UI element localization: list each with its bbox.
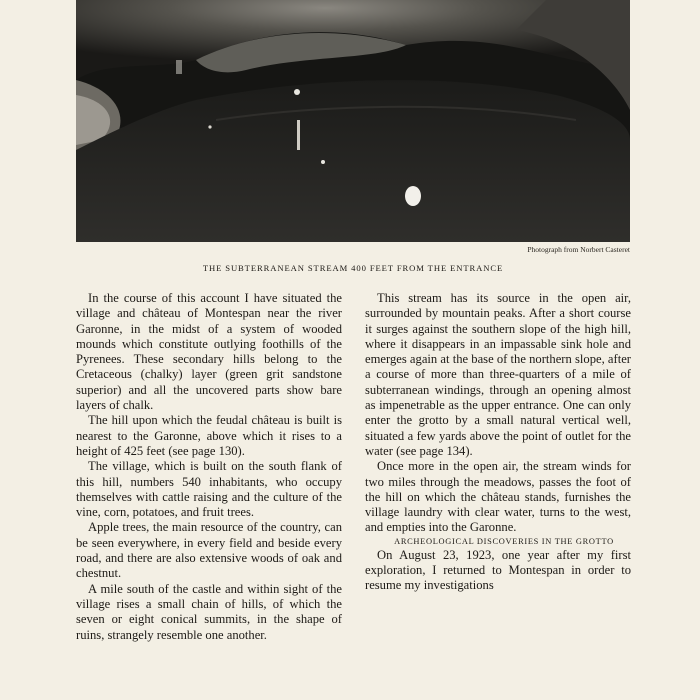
- left-paragraph-4: Apple trees, the main resource of the country, can be seen everywhere, in every field and beside every road, and there are also extensive woods of oak and chestnut.: [76, 520, 342, 581]
- cave-photograph: [76, 0, 630, 242]
- left-paragraph-5: A mile south of the castle and within sight of the village rises a small chain of hills, of which the seven or eight conical summits, in the shape of ruins, strangely resemble one another.: [76, 581, 342, 642]
- photo-credit: Photograph from Norbert Casteret: [527, 245, 630, 254]
- left-paragraph-1: In the course of this account I have situated the village and château of Montespan near the river Garonne, in the midst of a system of wooded mounds which constitute outlying foothills of the Pyrenees. These secondary hills belong to the Cretaceous (chalky) layer (green grit sandstone superior) and all the uncovered parts show bare layers of chalk.: [76, 291, 342, 413]
- left-column: [76, 291, 342, 643]
- photo-caption: THE SUBTERRANEAN STREAM 400 FEET FROM THE ENTRANCE: [202, 263, 504, 273]
- right-paragraph-3: On August 23, 1923, one year after my first exploration, I returned to Montespan in order to resume my investigations: [365, 547, 631, 593]
- cave-photo-illustration: [76, 0, 630, 242]
- right-paragraph-2: Once more in the open air, the stream winds for two miles through the meadows, passes the foot of the hill on which the château stands, furnishes the village laundry with clear water, turns to the west, and empties into the Garonne.: [365, 459, 631, 535]
- right-column: [365, 291, 631, 594]
- left-paragraph-3: The village, which is built on the south flank of this hill, numbers 540 inhabitants, who occupy themselves with cattle raising and the culture of the vine, corn, potatoes, and fruit trees.: [76, 459, 342, 520]
- left-paragraph-2: The hill upon which the feudal château is built is nearest to the Garonne, above which it rises to a height of 425 feet (see page 130).: [76, 413, 342, 458]
- section-subheading: ARCHEOLOGICAL DISCOVERIES IN THE GROTTO: [394, 536, 614, 546]
- right-paragraph-1: This stream has its source in the open air, surrounded by mountain peaks. After a short course it surges against the southern slope of the high hill, where it disappears in an impassable sink hole and emerges again at the base of the northern slope, after a course of more than three-quarters of a mile of subterranean windings, through an opening almost as impenetrable as the upper entrance. One can only enter the grotto by a small natural vertical well, situated a few yards above the point of outlet for the water (see page 134).: [365, 291, 631, 458]
